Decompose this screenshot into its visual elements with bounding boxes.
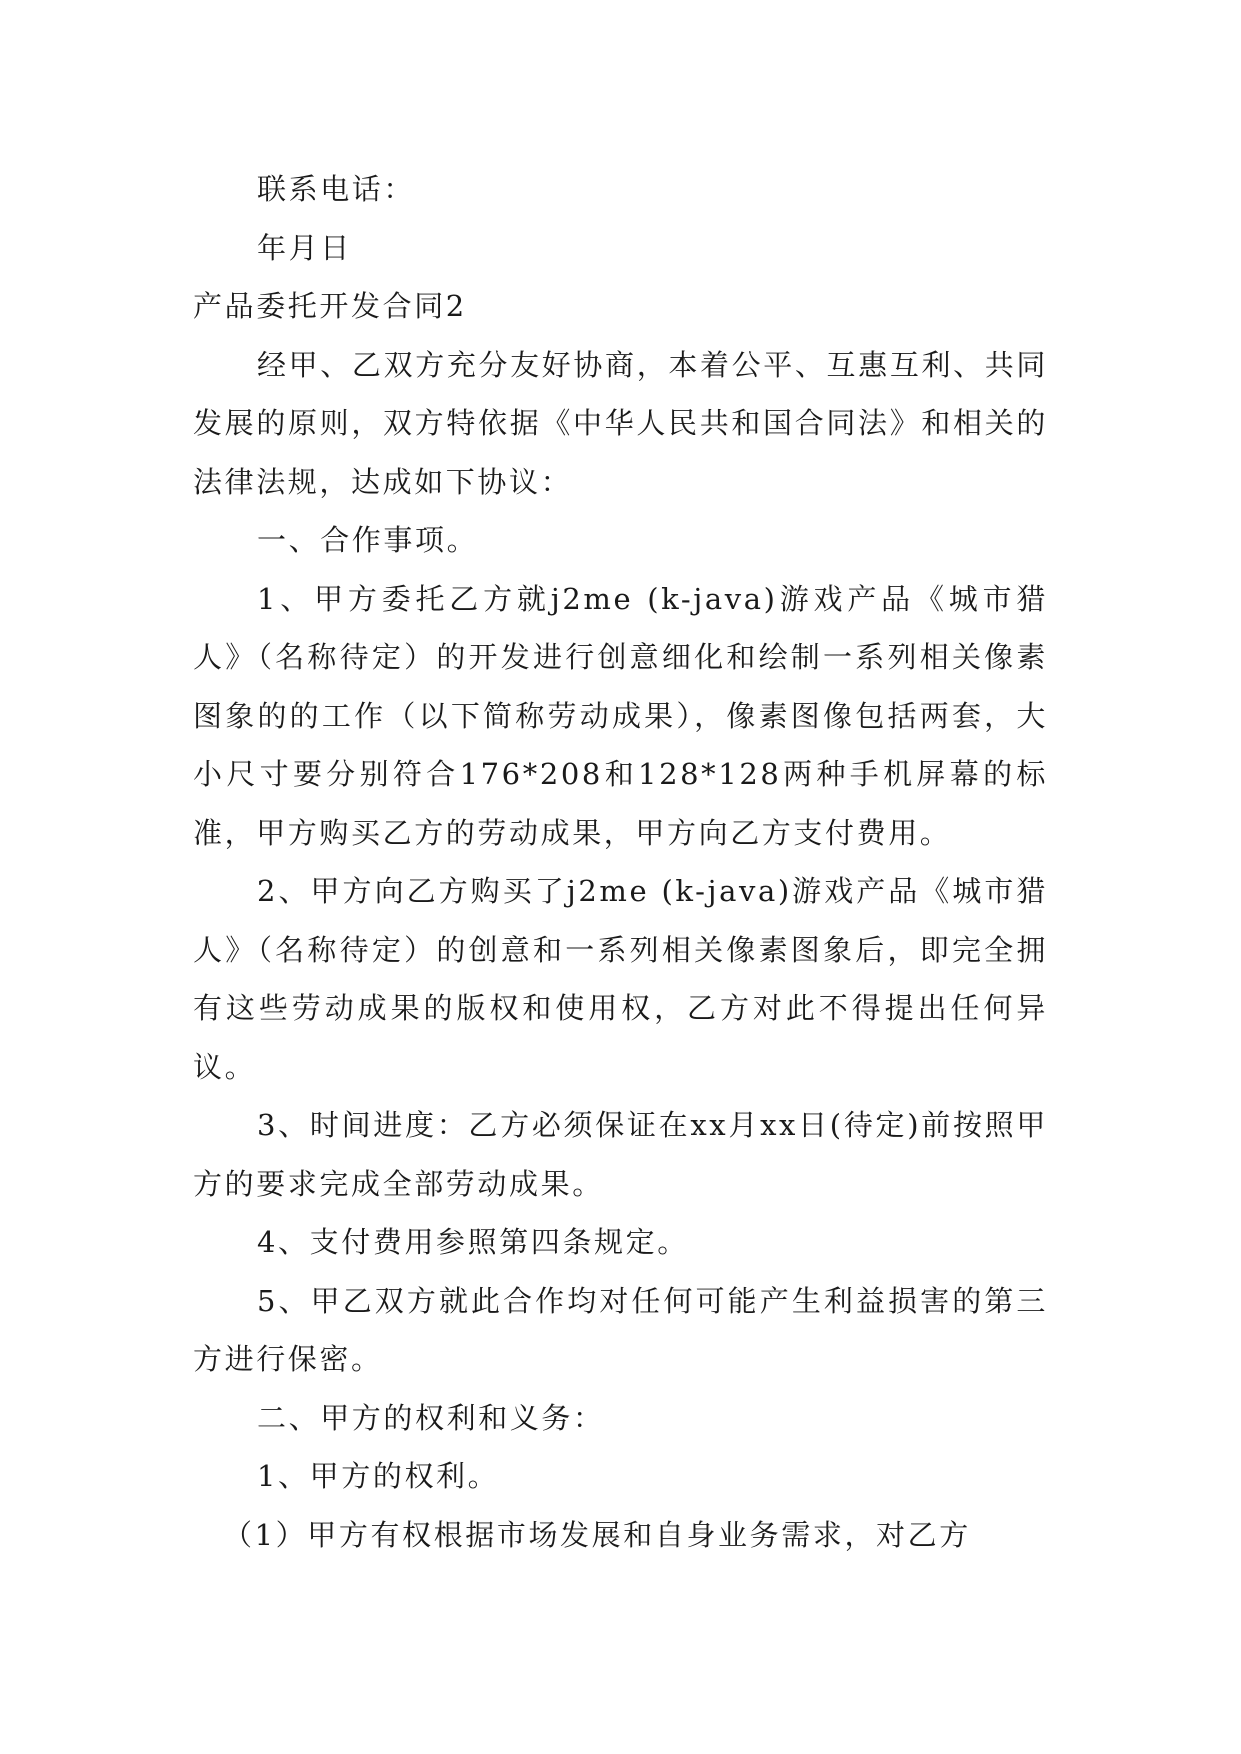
clause-2-1: 1、甲方的权利。 (257, 1459, 500, 1493)
document-body (193, 160, 1048, 1564)
contract-title: 产品委托开发合同2 (193, 289, 467, 323)
clause-1-2: 2、甲方向乙方购买了j2me (k-java)游戏产品《城市猎人》（名称待定）的创意和一系列相关像素图象后，即完全拥有这些劳动成果的版权和使用权，乙方对此不得提出任何异议。 (193, 874, 1048, 1084)
section-2-heading: 二、甲方的权利和义务： (257, 1400, 605, 1435)
clause-2-1-1: （1）甲方有权根据市场发展和自身业务需求，对乙方 (223, 1517, 971, 1552)
clause-1-1: 1、甲方委托乙方就j2me (k-java)游戏产品《城市猎人》（名称待定）的开发进行创意细化和绘制一系列相关像素图象的的工作（以下简称劳动成果），像素图像包括两套，大小尺寸要分别符合176*208和128*128两种手机屏幕的标准，甲方购买乙方的劳动成果，甲方向乙方支付费用。 (193, 581, 1048, 850)
clause-1-4: 4、支付费用参照第四条规定。 (257, 1225, 689, 1259)
contact-phone-line: 联系电话： (257, 172, 416, 206)
intro-paragraph: 经甲、乙双方充分友好协商，本着公平、互惠互利、共同发展的原则，双方特依据《中华人民共和国合同法》和相关的法律法规，达成如下协议： (193, 347, 1048, 499)
clause-1-5: 5、甲乙双方就此合作均对任何可能产生利益损害的第三方进行保密。 (193, 1283, 1048, 1376)
clause-1-3: 3、时间进度：乙方必须保证在xx月xx日(待定)前按照甲方的要求完成全部劳动成果。 (193, 1108, 1048, 1201)
section-1-heading: 一、合作事项。 (257, 523, 479, 557)
date-line: 年月日 (257, 230, 352, 265)
